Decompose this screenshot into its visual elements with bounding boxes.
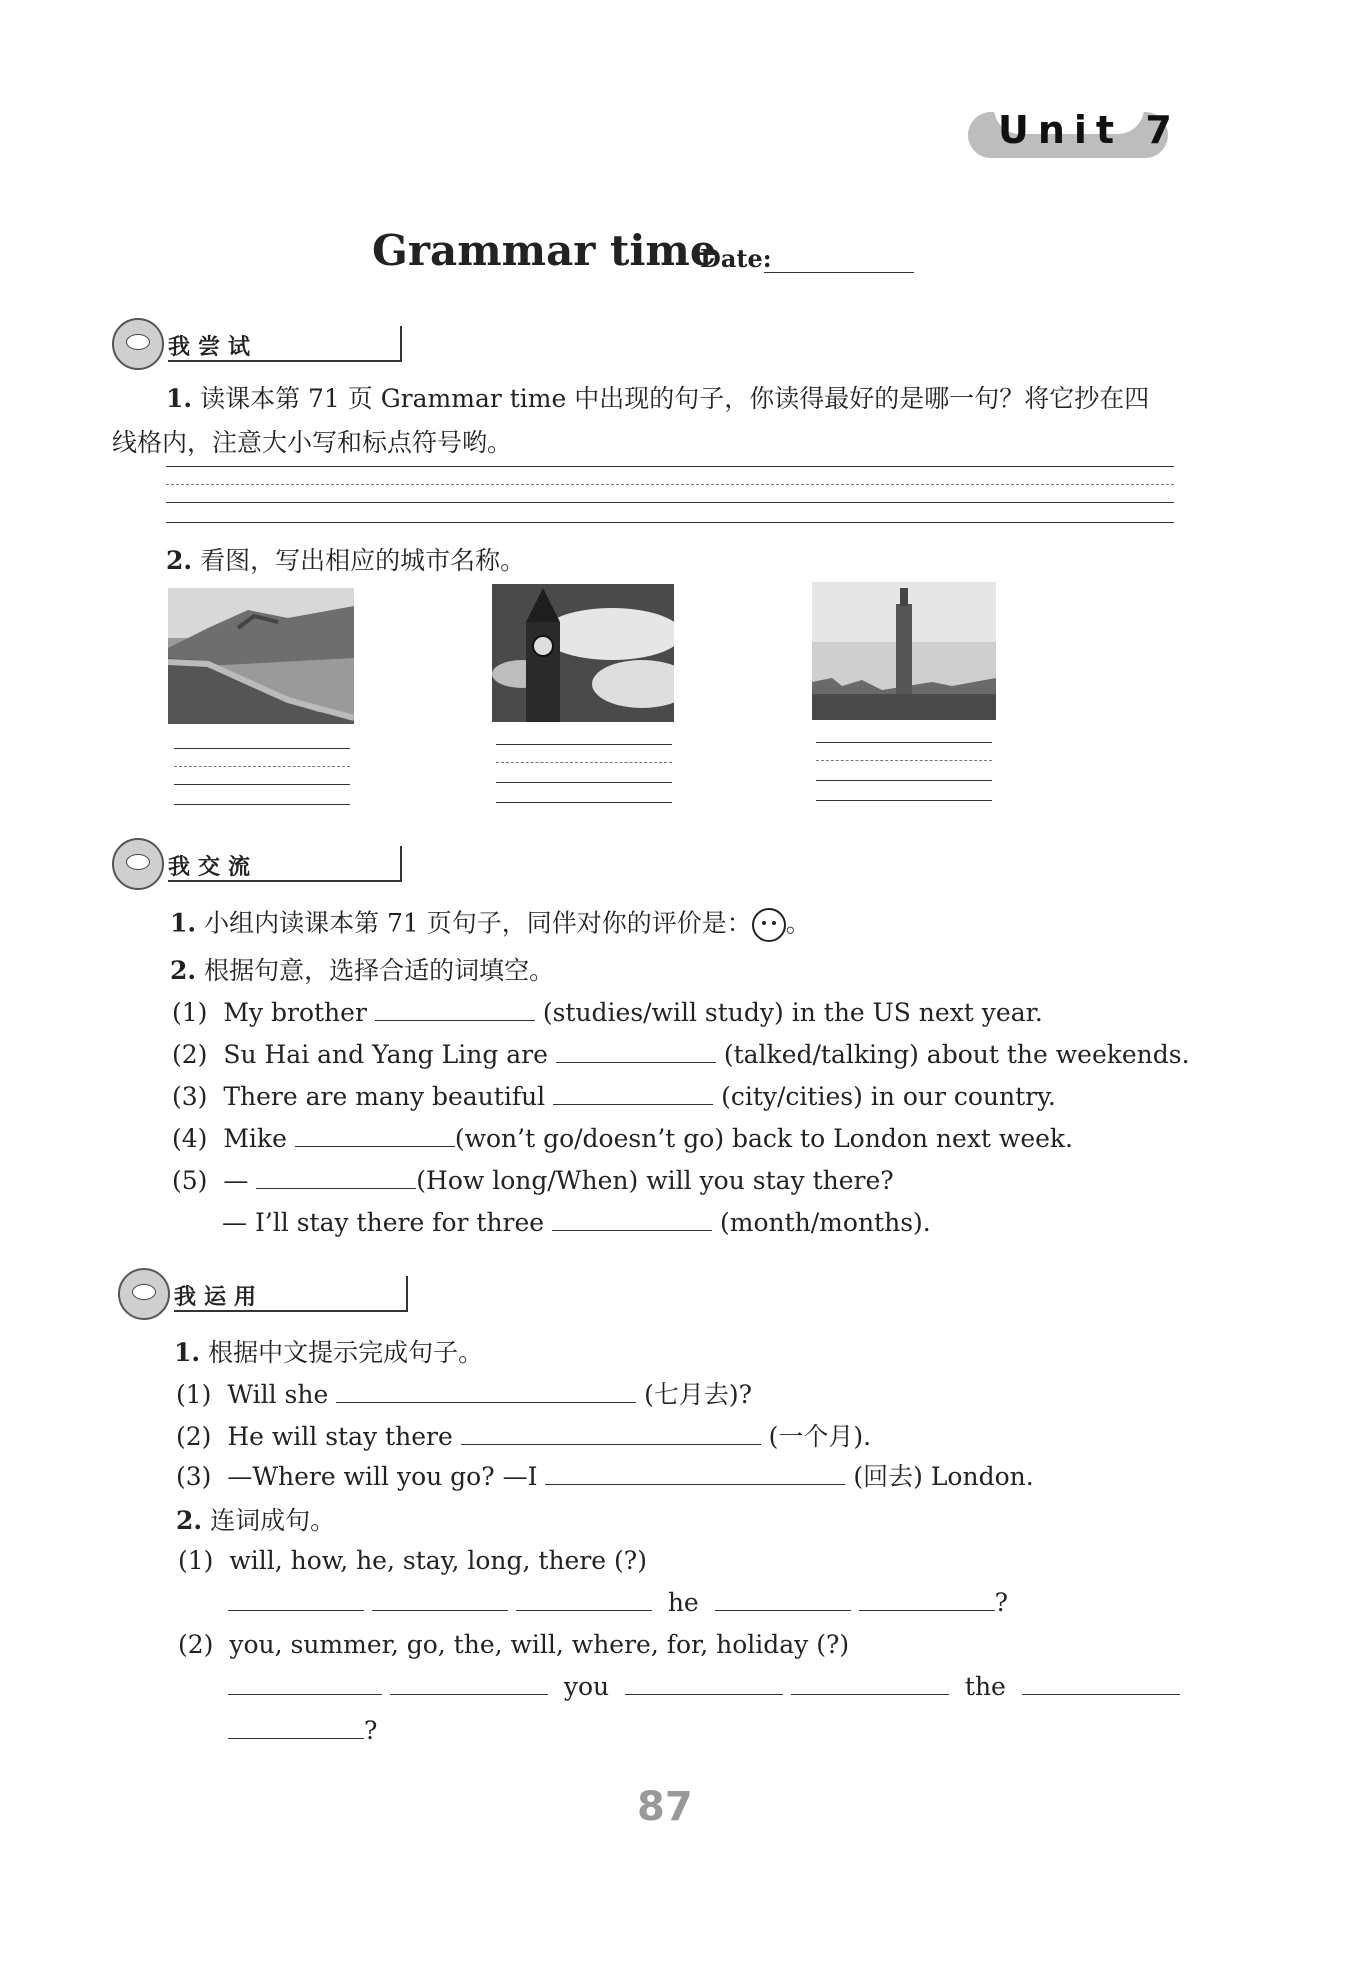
s1-q1-line1: 1. 读课本第 71 页 Grammar time 中出现的句子，你读得最好的是哪一句？将它抄在四 bbox=[166, 384, 1150, 413]
mascot-icon bbox=[112, 838, 164, 890]
city-line bbox=[174, 766, 350, 767]
s2-item-3: (3) There are many beautiful (city/cities) in our country. bbox=[172, 1082, 1056, 1111]
s3-p2-answer: you the bbox=[228, 1672, 1180, 1702]
city-line bbox=[816, 760, 992, 761]
answer-blank[interactable] bbox=[545, 1462, 845, 1485]
answer-blank[interactable] bbox=[625, 1672, 783, 1695]
answer-blank[interactable] bbox=[228, 1672, 382, 1695]
writing-line bbox=[166, 466, 1174, 467]
city-line bbox=[174, 748, 350, 749]
s3-item-3: (3) —Where will you go? —I (回去) London. bbox=[176, 1462, 1034, 1491]
city-tower-photo bbox=[812, 582, 996, 720]
section-heading-try: 我尝试 bbox=[112, 318, 412, 366]
answer-blank[interactable] bbox=[556, 1040, 716, 1063]
s3-item-2: (2) He will stay there (一个月). bbox=[176, 1422, 872, 1451]
city-line bbox=[816, 800, 992, 801]
answer-blank[interactable] bbox=[336, 1380, 636, 1403]
writing-line bbox=[166, 522, 1174, 523]
s2-item-4: (4) Mike (won’t go/doesn’t go) back to London next week. bbox=[172, 1124, 1074, 1153]
s2-item-1: (1) My brother (studies/will study) in the US next year. bbox=[172, 998, 1043, 1027]
s1-q1-line2: 线格内，注意大小写和标点符号哟。 bbox=[112, 428, 513, 457]
city-line bbox=[496, 744, 672, 745]
page-title: Grammar time bbox=[372, 226, 717, 275]
answer-blank[interactable] bbox=[256, 1166, 416, 1189]
answer-blank[interactable] bbox=[372, 1588, 508, 1611]
city-line bbox=[496, 762, 672, 763]
s1-q2: 2. 看图，写出相应的城市名称。 bbox=[166, 546, 526, 575]
answer-blank[interactable] bbox=[390, 1672, 548, 1695]
s2-item-5b: — I’ll stay there for three (month/months). bbox=[222, 1208, 931, 1237]
answer-blank[interactable] bbox=[228, 1588, 364, 1611]
answer-blank[interactable] bbox=[461, 1422, 761, 1445]
writing-line bbox=[166, 484, 1174, 485]
section-heading-communicate: 我交流 bbox=[112, 838, 412, 886]
city-line bbox=[496, 802, 672, 803]
s3-q2: 2. 连词成句。 bbox=[176, 1506, 336, 1535]
page-number: 87 bbox=[637, 1784, 693, 1830]
answer-blank[interactable] bbox=[791, 1672, 949, 1695]
date-blank[interactable] bbox=[764, 272, 914, 273]
answer-blank[interactable] bbox=[295, 1124, 455, 1147]
big-ben-photo bbox=[492, 584, 674, 722]
city-line bbox=[816, 742, 992, 743]
s3-p2-answer-cont: ? bbox=[228, 1716, 377, 1746]
city-answer-line-2[interactable] bbox=[496, 782, 672, 783]
answer-blank[interactable] bbox=[553, 1082, 713, 1105]
answer-blank[interactable] bbox=[552, 1208, 712, 1231]
city-line bbox=[174, 804, 350, 805]
s3-item-1: (1) Will she (七月去)? bbox=[176, 1380, 753, 1409]
smiley-icon bbox=[752, 908, 786, 942]
unit-label: Unit 7 bbox=[998, 108, 1181, 152]
writing-line[interactable] bbox=[166, 502, 1174, 503]
answer-blank[interactable] bbox=[715, 1588, 851, 1611]
answer-blank[interactable] bbox=[228, 1716, 364, 1739]
mascot-icon bbox=[118, 1268, 170, 1320]
date-label: Date: bbox=[700, 244, 772, 273]
s3-q1: 1. 根据中文提示完成句子。 bbox=[174, 1338, 484, 1367]
section-heading-apply: 我运用 bbox=[118, 1268, 418, 1316]
answer-blank[interactable] bbox=[375, 998, 535, 1021]
s3-p1-answer: he ? bbox=[228, 1588, 1008, 1618]
answer-blank[interactable] bbox=[1022, 1672, 1180, 1695]
answer-blank[interactable] bbox=[516, 1588, 652, 1611]
city-answer-line-3[interactable] bbox=[816, 780, 992, 781]
city-answer-line-1[interactable] bbox=[174, 784, 350, 785]
s2-q2: 2. 根据句意，选择合适的词填空。 bbox=[170, 956, 555, 985]
mascot-icon bbox=[112, 318, 164, 370]
s3-p2-words: (2) you, summer, go, the, will, where, for, holiday (?) bbox=[178, 1630, 850, 1659]
s3-p1-words: (1) will, how, he, stay, long, there (?) bbox=[178, 1546, 647, 1575]
s2-q1: 1. 小组内读课本第 71 页句子，同伴对你的评价是： 。 bbox=[170, 908, 811, 942]
great-wall-photo bbox=[168, 588, 354, 724]
answer-blank[interactable] bbox=[859, 1588, 995, 1611]
s2-item-5: (5) — (How long/When) will you stay there? bbox=[172, 1166, 894, 1195]
s2-item-2: (2) Su Hai and Yang Ling are (talked/talking) about the weekends. bbox=[172, 1040, 1190, 1069]
